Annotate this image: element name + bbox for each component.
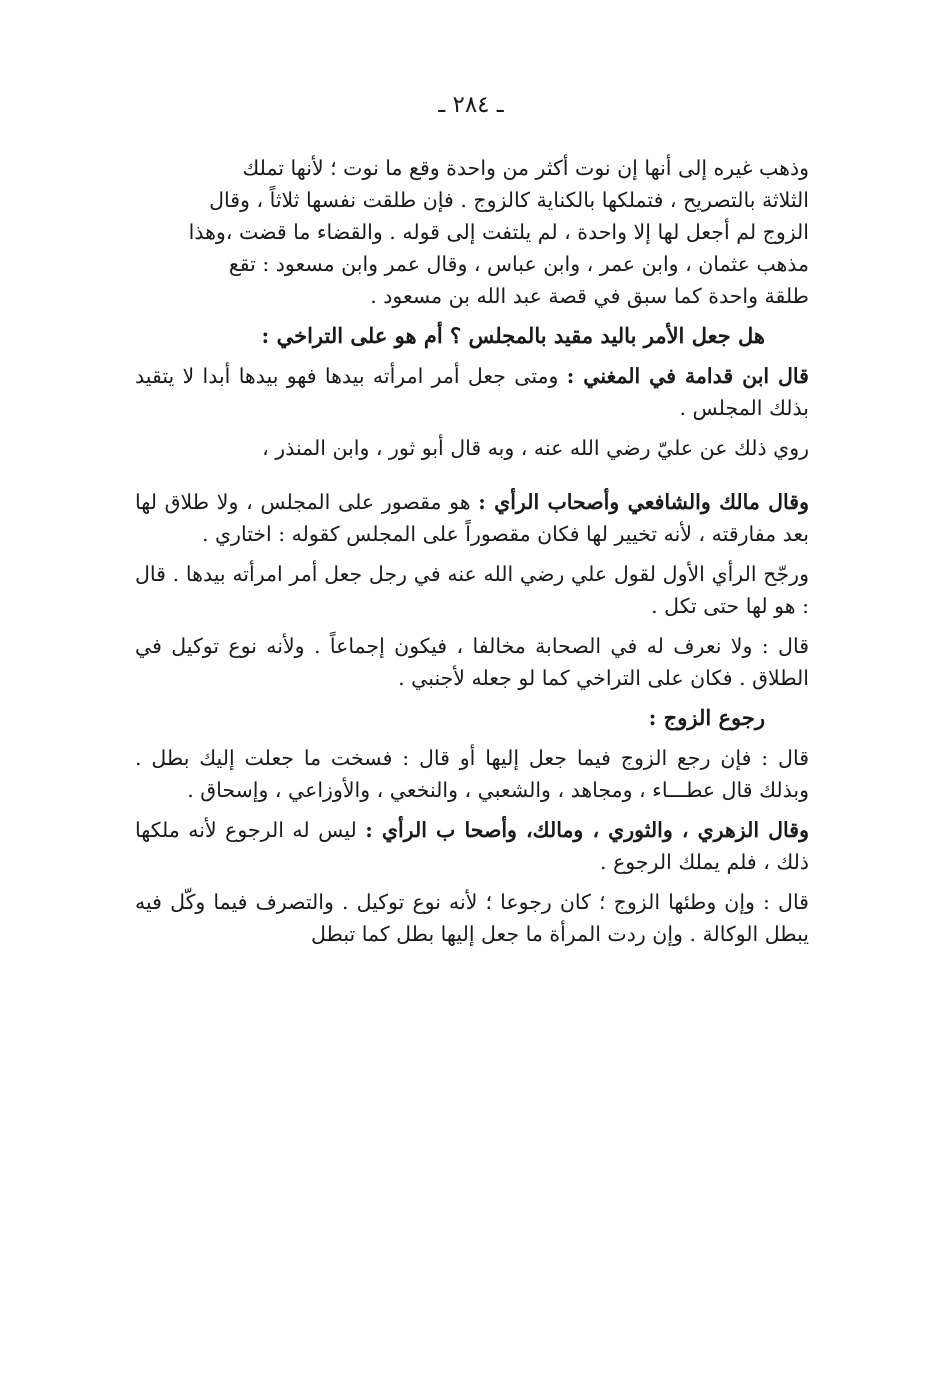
paragraph-zuhri: [135, 814, 809, 878]
paragraph-ibn-qudama-lead: قال ابن قدامة في المغني :: [566, 364, 809, 388]
paragraph-malik-shafii-lead: وقال مالك والشافعي وأصحاب الرأي :: [478, 490, 809, 514]
paragraph-1-line-3: الزوج لم أجعل لها إلا واحدة ، لم يلتفت إلى قوله . والقضاء ما قضت ،وهذا: [188, 220, 809, 244]
page-number: ـ ٢٨٤ ـ: [438, 92, 504, 118]
paragraph-1-line-5: طلقة واحدة كما سبق في قصة عبد الله بن مسعود .: [370, 284, 809, 308]
paragraph-preference: ورجّح الرأي الأول لقول علي رضي الله عنه في رجل جعل أمر امرأته بيدها . قال : هو لها حتى تكل .: [135, 562, 809, 618]
paragraph-malik-shafii: [135, 486, 809, 550]
paragraph-1-line-4: مذهب عثمان ، وابن عمر ، وابن عباس ، وقال عمر وابن مسعود : تقع: [228, 252, 809, 276]
section-heading-majlis: هل جعل الأمر باليد مقيد بالمجلس ؟ أم هو على التراخي :: [261, 323, 765, 348]
paragraph-narration: روي ذلك عن عليّ رضي الله عنه ، وبه قال أبو ثور ، وابن المنذر ،: [262, 436, 809, 460]
paragraph-zuhri-lead: وقال الزهري ، والثوري ، ومالك، وأصحا ب الرأي :: [365, 818, 809, 842]
paragraph-intercourse: قال : وإن وطئها الزوج ؛ كان رجوعا ؛ لأنه نوع توكيل . والتصرف فيما وكّل فيه يبطل الوكالة . وإن ردت المرأة ما جعل إليها بطل كما تبطل: [135, 890, 809, 946]
paragraph-ibn-qudama: [135, 360, 809, 424]
paragraph-1-line-1: وذهب غيره إلى أنها إن نوت أكثر من واحدة وقع ما نوت ؛ لأنها تملك: [242, 156, 809, 180]
paragraph-ibn-qudama-text: ومتى جعل أمر امرأته بيدها فهو بيدها أبدا لا يتقيد بذلك المجلس .: [135, 364, 809, 420]
page-body: [135, 152, 809, 950]
section-heading-husband-return: رجوع الزوج :: [648, 705, 765, 730]
paragraph-malik-shafii-text: هو مقصور على المجلس ، ولا طلاق لها بعد مفارقته ، لأنه تخيير لها فكان مقصوراً على المجلس كقوله : اختاري .: [135, 490, 809, 546]
paragraph-consensus: قال : ولا نعرف له في الصحابة مخالفا ، فيكون إجماعاً . ولأنه نوع توكيل في الطلاق . فكان على التراخي كما لو جعله لأجنبي .: [135, 634, 809, 690]
paragraph-1: [135, 152, 809, 312]
paragraph-retraction: قال : فإن رجع الزوج فيما جعل إليها أو قال : فسخت ما جعلت إليك بطل . وبذلك قال عطـــاء ، ومجاهد ، والشعبي ، والنخعي ، والأوزاعي ، وإسحاق .: [135, 746, 809, 802]
paragraph-1-line-2: الثلاثة بالتصريح ، فتملكها بالكناية كالزوج . فإن طلقت نفسها ثلاثاً ، وقال: [209, 188, 809, 212]
paragraph-zuhri-text: ليس له الرجوع لأنه ملكها ذلك ، فلم يملك الرجوع .: [135, 818, 809, 874]
